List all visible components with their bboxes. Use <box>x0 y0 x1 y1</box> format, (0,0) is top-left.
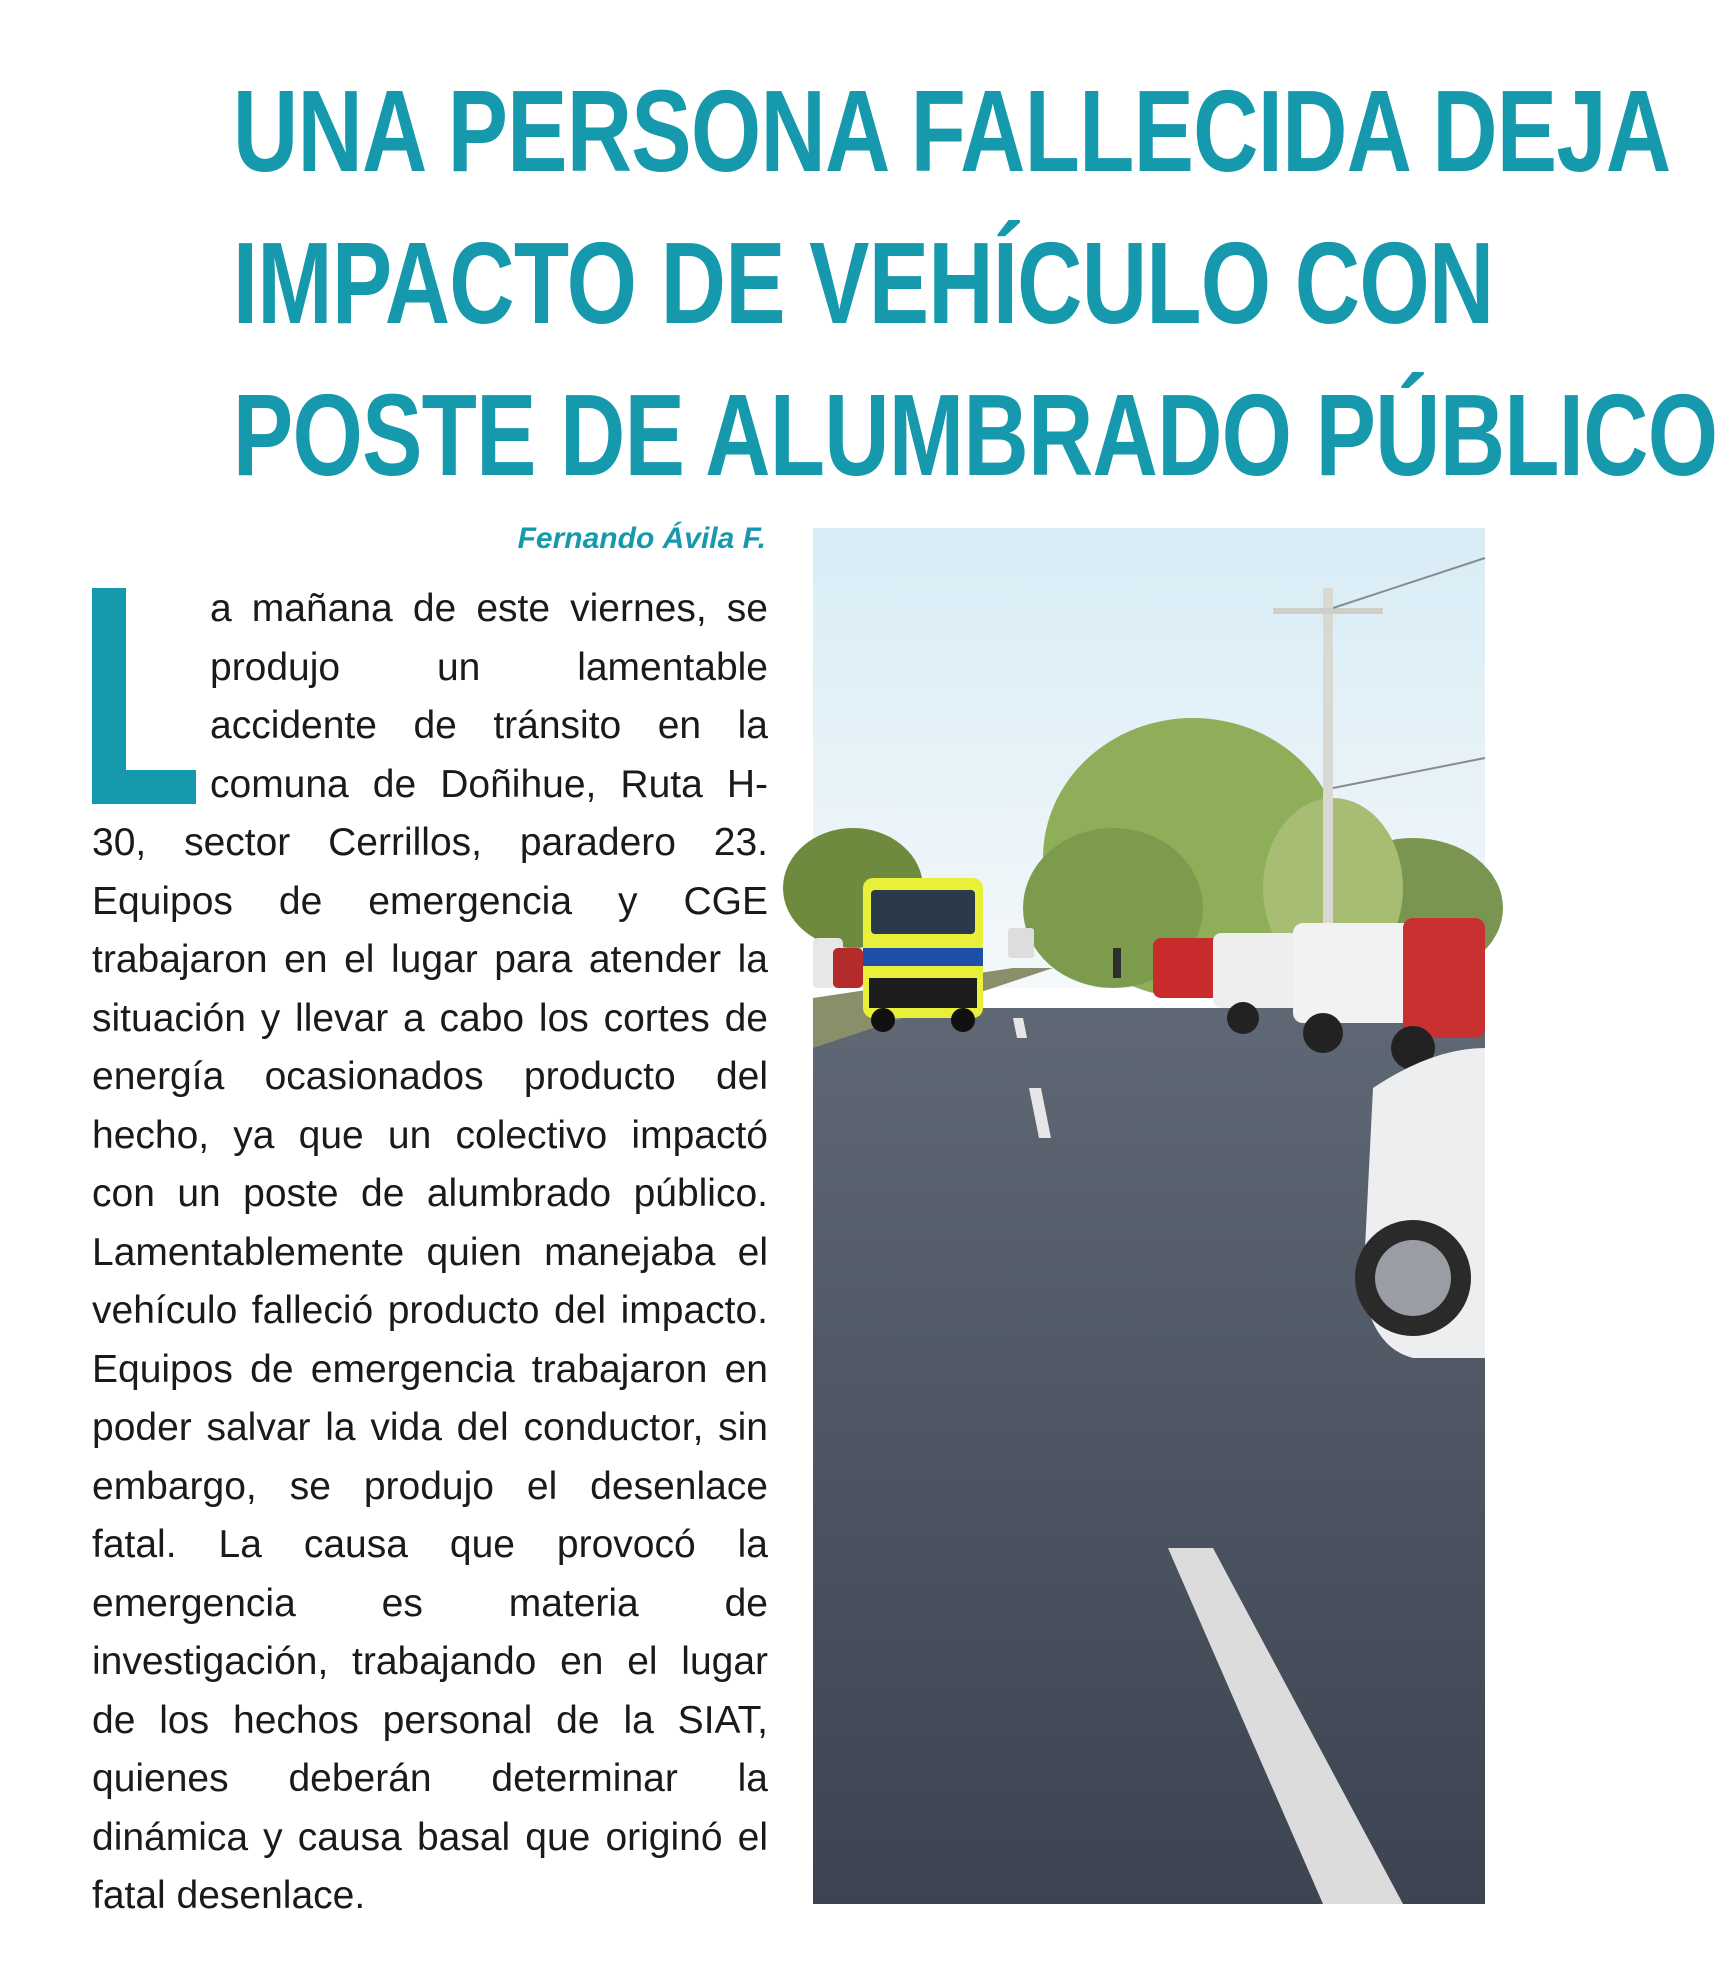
headline-line-3: POSTE DE ALUMBRADO PÚBLICO <box>232 370 1717 500</box>
headline-line-1: UNA PERSONA FALLECIDA DEJA <box>232 66 1671 196</box>
drop-cap <box>92 588 196 804</box>
headline <box>80 55 1717 511</box>
article-body <box>92 580 768 1926</box>
accident-scene-photo <box>813 528 1485 1904</box>
article-text: a mañana de este viernes, se produjo un lamentable accidente de tránsito en la comuna de Doñihue, Ruta H-30, sector Cerrillos, paradero 23. Equipos de emergencia y CGE trabajaron en el lugar para atender la situación y llevar a cabo los cortes de energía ocasionados producto del hecho, ya que un colectivo impactó con un poste de alumbrado público. Lamentablemente quien manejaba el vehículo falleció producto del impacto. Equipos de emergencia trabajaron en poder salvar la vida del conductor, sin embargo, se produjo el desenlace fatal. La causa que provocó la emergencia es materia de investigación, trabajando en el lugar de los hechos personal de la SIAT, quienes deberán determinar la dinámica y causa basal que originó el fatal desenlace. <box>92 587 768 1917</box>
headline-line-2: IMPACTO DE VEHÍCULO CON <box>232 218 1494 348</box>
byline: Fernando Ávila F. <box>517 522 766 555</box>
